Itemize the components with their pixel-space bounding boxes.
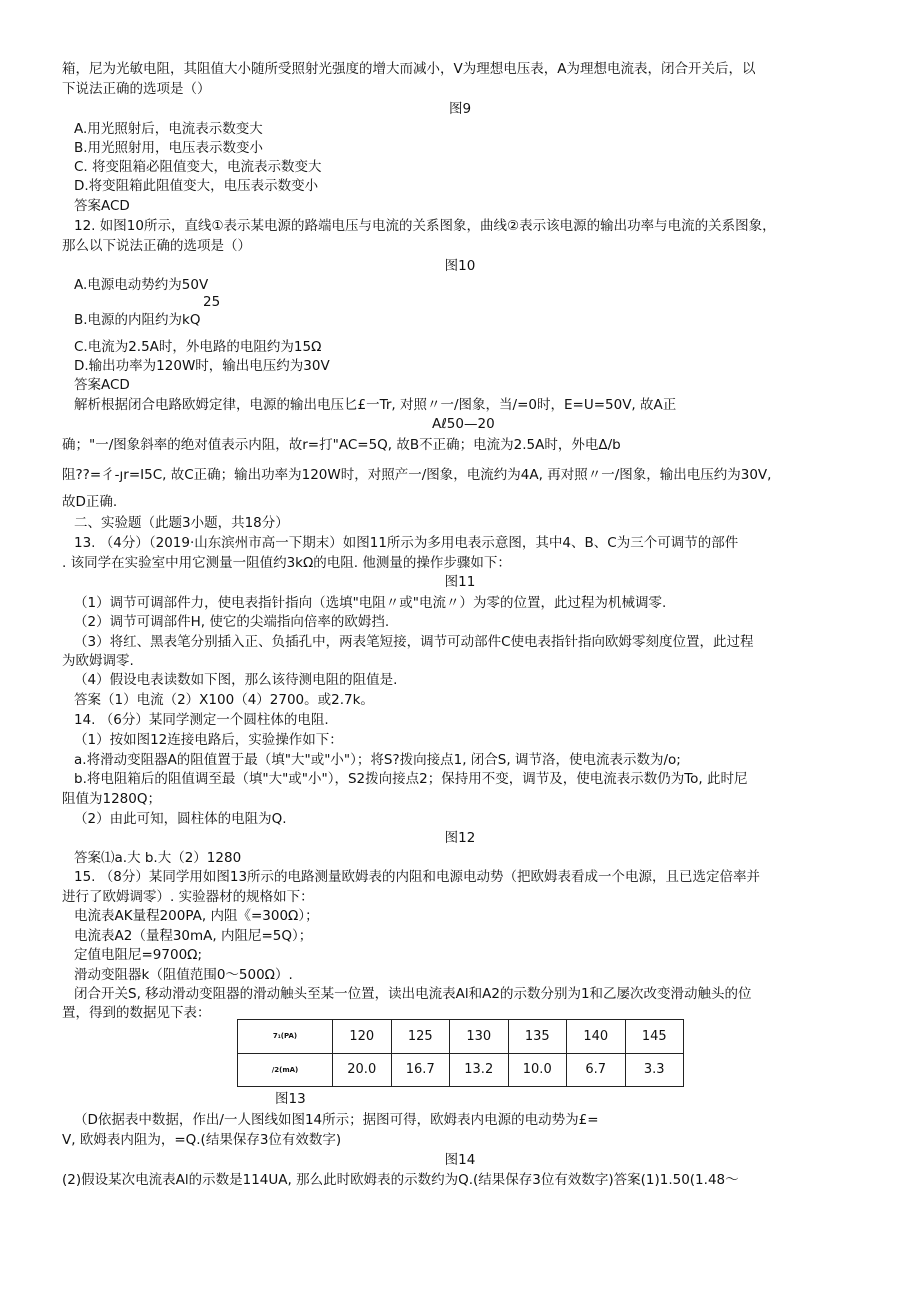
question-12: 12. 如图10所示，直线①表示某电源的路端电压与电流的关系图象，曲线②表示该电源的输出功率与电流的关系图象，	[74, 218, 776, 234]
text-line: 闭合开关S, 移动滑动变阻器的滑动触头至某一位置，读出电流表Al和A2的示数分别为1和乙屡次改变滑动触头的位	[74, 986, 752, 1002]
figure-caption: 图11	[444, 574, 476, 590]
table-cell: 3.3	[625, 1053, 684, 1087]
text-line: （D依据表中数据，作出/一人图线如图14所示；据图可得，欧姆表内电源的电动势为£=	[74, 1112, 599, 1128]
step-line: a.将滑动变阻器A的阻值置于最（填"大"或"小"）；将S?拨向接点1, 闭合S, 调节洛，使电流表示数为/o;	[74, 752, 681, 768]
equipment-line: 定值电阻尼=9700Ω;	[74, 947, 203, 963]
table-cell: 10.0	[508, 1053, 567, 1087]
text-line: 为欧姆调零.	[62, 653, 134, 669]
step-line: （4）假设电表读数如下图，那么该待测电阻的阻值是.	[74, 672, 398, 688]
step-line: （3）将红、黑表笔分别插入正、负插孔中，两表笔短接，调节可动部件C使电表指针指向欧姆零刻度位置，此过程	[74, 634, 754, 650]
text-line: 那么以下说法正确的选项是（）	[62, 238, 251, 254]
text-line: . 该同学在实验室中用它测量一阻值约3kΩ的电阻. 他测量的操作步骤如下：	[62, 555, 511, 571]
table-cell: 145	[625, 1020, 684, 1054]
option-b: B.电源的内阻约为kQ	[74, 312, 201, 328]
table-cell: 20.0	[333, 1053, 392, 1087]
fraction-numerator: 25	[203, 294, 221, 310]
table-cell: 13.2	[450, 1053, 509, 1087]
fraction-line: Aℓ50—20	[432, 416, 495, 432]
explanation-line: 阻??=彳-ȷr=I5C, 故C正确；输出功率为120W时，对照产一/图象，电流约为4A, 再对照〃一/图象，输出电压约为30V,	[62, 467, 772, 483]
answer-line: 答案（1）电流（2）X100（4）2700。或2.7k。	[74, 692, 374, 708]
table-row	[238, 1020, 684, 1054]
step-line: （1）按如图12连接电路后，实验操作如下：	[74, 732, 343, 748]
text-line: 置，得到的数据见下表：	[62, 1005, 211, 1021]
figure-caption: 图12	[444, 830, 476, 846]
explanation-line: 确；"一/图象斜率的绝对值表示内阻，故r=打"AC=5Q, 故B不正确；电流为2.5A时，外电Δ/b	[62, 437, 621, 453]
step-line: （2）由此可知，圆柱体的电阻为Q.	[74, 811, 287, 827]
text-line: V, 欧姆表内阻为，=Q.(结果保存3位有效数字)	[62, 1132, 342, 1148]
equipment-line: 电流表A2（量程30mA, 内阻尼=5Q）；	[74, 928, 313, 944]
equipment-line: 滑动变阻器k（阻值范围0～500Ω）.	[74, 967, 293, 983]
equipment-line: 电流表AK量程200PA, 内阻《=300Ω）；	[74, 908, 319, 924]
question-15: 15. （8分）某同学用如图13所示的电路测量欧姆表的内阻和电源电动势（把欧姆表看成一个电源，且已选定倍率并	[74, 869, 761, 885]
table-cell: 130	[450, 1020, 509, 1054]
table-cell: 125	[391, 1020, 450, 1054]
table-row-label: /2(mA)	[238, 1053, 333, 1087]
figure-caption: 图10	[444, 258, 476, 274]
step-line: （1）调节可调部件力，使电表指针指向（选填"电阻〃或"电流〃）为零的位置，此过程为机械调零.	[74, 595, 667, 611]
step-line: （2）调节可调部件H, 使它的尖端指向倍率的欧姆挡.	[74, 614, 390, 630]
answer-line: 答案ACD	[74, 198, 130, 214]
step-line: b.将电阻箱后的阻值调至最（填"大"或"小"），S2拨向接点2；保持用不变，调节及，使电流表示数仍为To, 此时尼	[74, 771, 748, 787]
answer-line: 答案⑴a.大 b.大（2）1280	[74, 850, 242, 866]
option-b: B.用光照射用，电压表示数变小	[74, 140, 264, 156]
table-cell: 135	[508, 1020, 567, 1054]
text-line: 阻值为1280Q；	[62, 791, 161, 807]
option-d: D.输出功率为120W时，输出电压约为30V	[74, 358, 330, 374]
option-c: C.电流为2.5A时，外电路的电阻约为15Ω	[74, 339, 322, 355]
answer-line: 答案ACD	[74, 377, 130, 393]
option-a: A.用光照射后，电流表示数变大	[74, 121, 263, 137]
figure-caption: 图14	[444, 1152, 476, 1168]
table-cell: 120	[333, 1020, 392, 1054]
table-cell: 16.7	[391, 1053, 450, 1087]
question-13: 13. （4分）（2019·山东滨州市高一下期末）如图11所示为多用电表示意图，其中4、B、C为三个可调节的部件	[74, 535, 739, 551]
figure-caption: 图13	[275, 1091, 306, 1107]
question-14: 14. （6分）某同学测定一个圆柱体的电阻.	[74, 712, 329, 728]
table-cell: 6.7	[567, 1053, 626, 1087]
text-line: 下说法正确的选项是（）	[62, 81, 211, 97]
table-row	[238, 1053, 684, 1087]
explanation-line: 故D正确.	[62, 494, 118, 510]
option-d: D.将变阻箱此阻值变大，电压表示数变小	[74, 178, 319, 194]
text-line: 进行了欧姆调零）. 实验器材的规格如下：	[62, 889, 314, 905]
table-row-label: 7₁(PA)	[238, 1020, 333, 1054]
data-table	[237, 1019, 684, 1087]
explanation-line: 解析根据闭合电路欧姆定律，电源的输出电压匕£一Tr, 对照〃一/图象，当/=0时，E=U=50V, 故A正	[74, 397, 677, 413]
text-line: 箱，尼为光敏电阻，其阻值大小随所受照射光强度的增大而减小，V为理想电压表，A为理想电流表，闭合开关后，以	[62, 61, 756, 77]
option-c: C. 将变阻箱必阻值变大，电流表示数变大	[74, 159, 322, 175]
figure-caption: 图9	[448, 101, 472, 117]
text-line: (2)假设某次电流表Al的示数是114UA, 那么此时欧姆表的示数约为Q.(结果保存3位有效数字)答案(1)1.50(1.48～	[62, 1172, 739, 1188]
section-heading: 二、实验题（此题3小题，共18分）	[74, 515, 289, 531]
option-a: A.电源电动势约为50V	[74, 277, 209, 293]
table-cell: 140	[567, 1020, 626, 1054]
